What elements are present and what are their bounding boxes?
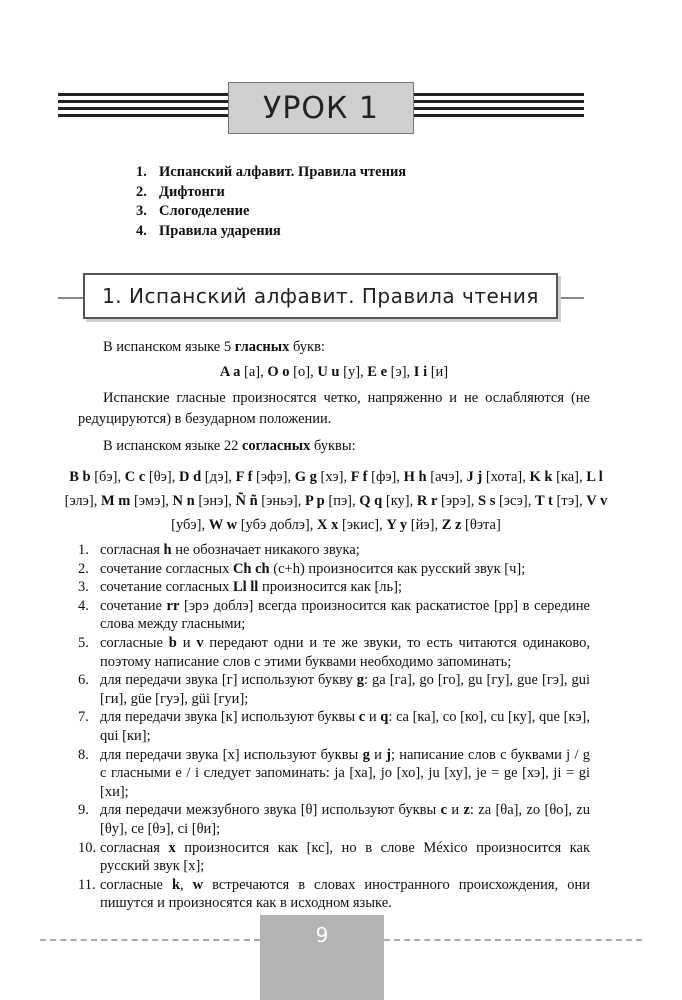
letter: H h	[403, 469, 427, 485]
toc-item: 4. Правила ударения	[136, 222, 281, 239]
letter-sound: [хэ]	[320, 469, 344, 485]
letter: D d	[178, 469, 202, 485]
list-item-number: 10.	[78, 839, 97, 856]
footer-dash-right	[384, 939, 642, 941]
chapter-lines-left	[58, 93, 228, 121]
letter: P p	[305, 493, 325, 509]
consonants-list: B b [бэ], C c [θэ], D d [дэ], F f [эфэ], G g [хэ], F f [фэ], H h [ачэ], J j [хота], K k [ка], L l [элэ], M m [эмэ], N n [энэ], Ñ ñ [эньэ], P p [пэ], Q q [ку], R r [эрэ], S s [эсэ], T t [тэ], V v [убэ], W w [убэ доблэ], X x [экис], Y y [йэ], Z z [θэта]	[64, 469, 608, 533]
rule-text: для передачи звука [х] используют буквы	[100, 746, 363, 763]
letter-sound: [э]	[390, 364, 407, 380]
letter: Q q	[359, 493, 383, 509]
list-item	[78, 541, 590, 560]
rule-text: j	[386, 746, 391, 763]
letter-sound: [θэта]	[465, 517, 501, 533]
list-item-number: 8.	[78, 746, 89, 763]
rule-text: w	[192, 876, 204, 893]
letter: O o	[267, 364, 290, 380]
rule-text: : ca [ка], co [ко], cu [ку], que [кэ], qui [ки];	[100, 709, 591, 744]
letter: Z z	[441, 517, 462, 533]
letter-sound: [эсэ]	[498, 493, 528, 509]
rule-text: rr	[166, 597, 180, 614]
rule-text: согласная	[100, 542, 164, 558]
letter: L l	[586, 469, 603, 485]
letter-sound: [убэ доблэ]	[240, 517, 310, 533]
list-item	[78, 671, 590, 708]
intro-text: гласных	[234, 339, 290, 355]
letter: C c	[124, 469, 146, 485]
rule-text: (c+h) произносится как русский звук [ч];	[269, 560, 526, 577]
letter-sound: [элэ]	[64, 493, 94, 509]
letter-sound: [а]	[244, 364, 261, 380]
letter-sound: [эрэ]	[441, 493, 471, 509]
rule-text: согласные	[100, 876, 172, 893]
letter: F f	[350, 469, 368, 485]
list-item	[78, 560, 590, 579]
table-of-contents	[136, 163, 406, 241]
letter-sound: [убэ]	[171, 517, 202, 533]
rule-text: для передачи межзубного звука [θ] используют буквы	[100, 802, 441, 819]
rule-text: ,	[180, 876, 193, 893]
letter-sound: [эньэ]	[261, 493, 298, 509]
list-item	[78, 578, 590, 597]
letter: K k	[529, 469, 553, 485]
rule-text: согласные	[100, 634, 169, 651]
rule-text: : za [θа], zo [θо], zu [θу], ce [θэ], ci [θи];	[100, 802, 591, 837]
rule-text: g	[362, 746, 370, 763]
letter: A a	[219, 364, 241, 380]
letter-sound: [эмэ]	[133, 493, 166, 509]
letter-sound: [энэ]	[198, 493, 229, 509]
list-item-number: 11.	[78, 876, 96, 893]
list-item	[78, 746, 590, 802]
letter: R r	[416, 493, 438, 509]
letter-sound: [хота]	[485, 469, 523, 485]
list-item-number: 6.	[78, 672, 89, 689]
letter-sound: [и]	[430, 364, 449, 380]
rule-text: сочетание согласных	[100, 560, 233, 577]
letter: B b	[69, 469, 91, 485]
letter-sound: [ку]	[385, 493, 410, 509]
rule-text: c	[358, 709, 366, 726]
rule-text: g	[356, 672, 364, 689]
letter: F f	[235, 469, 253, 485]
intro-text: букв:	[289, 339, 325, 355]
rule-text: q	[380, 709, 389, 726]
rule-text: сочетание	[100, 597, 167, 614]
list-item-number: 9.	[78, 802, 89, 819]
rule-text: ; написание слов с буквами j / g с гласными e / i следует запоминать: ja [ха], jo [хо], ju [ху], je = ge [хэ], ji = gi [хи];	[100, 746, 591, 800]
letter: E e	[367, 364, 388, 380]
rule-text: b	[168, 634, 177, 651]
rule-text: h	[163, 542, 172, 558]
rule-text: и	[369, 746, 387, 763]
list-item	[78, 597, 590, 634]
list-item-number: 5.	[78, 634, 89, 651]
intro-text: согласных	[241, 438, 311, 454]
toc-item: 3. Слогоделение	[136, 203, 250, 219]
rule-text: v	[196, 634, 204, 651]
list-item-number: 3.	[78, 579, 89, 596]
rule-text: произносится как [ль];	[258, 579, 402, 596]
list-item-number: 2.	[78, 560, 89, 577]
rule-text: и	[447, 802, 464, 819]
rule-text: передают одни и те же звуки, то есть читаются одинаково, поэтому написание слов с этими буквами необходимо запоминать;	[100, 634, 590, 670]
rule-text: x	[168, 839, 176, 856]
letter: X x	[317, 517, 339, 533]
list-item-number: 1.	[78, 542, 89, 558]
letter: Ñ ñ	[235, 493, 258, 509]
reading-rules-list	[78, 541, 590, 913]
list-item	[78, 839, 590, 876]
rule-text: Ch ch	[232, 560, 270, 577]
letter-sound: [фэ]	[371, 469, 397, 485]
letter: T t	[534, 493, 553, 509]
rule-text: для передачи звука [к] используют буквы	[100, 709, 359, 726]
rule-text: c	[440, 802, 447, 819]
letter-sound: [пэ]	[328, 493, 353, 509]
list-item	[78, 708, 590, 745]
letter: V v	[586, 493, 608, 509]
rule-text: сочетание согласных	[100, 579, 233, 596]
letter: I i	[413, 364, 428, 380]
letter-sound: [бэ]	[94, 469, 118, 485]
list-item-number: 7.	[78, 709, 89, 726]
rule-text: встречаются в словах иностранного происхождения, они пишутся и произносятся как в исходном языке.	[100, 876, 590, 912]
letter: N n	[172, 493, 195, 509]
letter-sound: [дэ]	[204, 469, 229, 485]
letter: Y y	[386, 517, 408, 533]
letter-sound: [тэ]	[556, 493, 580, 509]
footer-dash-left	[40, 939, 260, 941]
letter-sound: [ка]	[556, 469, 579, 485]
letter: G g	[294, 469, 317, 485]
rule-text: [эрэ доблэ] всегда произносится как раскатистое [рр] в середине слова между гласными;	[100, 597, 590, 633]
section-line-right	[558, 297, 584, 299]
rule-text: не обозначает никакого звука;	[171, 542, 360, 558]
list-item	[78, 634, 590, 671]
chapter-lines-right	[414, 93, 584, 121]
letter-sound: [экис]	[341, 517, 380, 533]
rule-text: и	[176, 634, 197, 651]
letter-sound: [йэ]	[410, 517, 435, 533]
intro-text: В испанском языке 22	[103, 438, 242, 454]
letter: M m	[100, 493, 131, 509]
letter-sound: [эфэ]	[256, 469, 288, 485]
chapter-title: УРОК 1	[228, 82, 414, 134]
letter-sound: [ачэ]	[430, 469, 460, 485]
rule-text: для передачи звука [г] используют букву	[100, 672, 357, 689]
intro-text: В испанском языке 5	[103, 339, 235, 355]
intro-text: буквы:	[310, 438, 356, 454]
consonants-intro	[78, 436, 590, 457]
list-item-number: 4.	[78, 597, 89, 614]
list-item	[78, 876, 590, 913]
letter-sound: [θэ]	[148, 469, 172, 485]
rule-text: согласная	[100, 839, 169, 856]
section-title: 1. Испанский алфавит. Правила чтения	[83, 273, 558, 319]
letter: U u	[317, 364, 340, 380]
rule-text: Ll ll	[232, 579, 259, 596]
section-line-left	[58, 297, 86, 299]
letter-sound: [о]	[293, 364, 311, 380]
rule-text: произносится как [кс], но в слове México произносится как русский звук [х];	[100, 839, 590, 875]
vowels-intro	[78, 337, 590, 358]
vowels-note: Испанские гласные произносятся четко, напряженно и не ослабляются (не редуцируются) в безударном положении.	[78, 390, 590, 427]
letter: J j	[466, 469, 483, 485]
letter-sound: [у]	[343, 364, 361, 380]
letter: S s	[478, 493, 496, 509]
page-number: 9	[260, 915, 384, 1000]
list-item	[78, 801, 590, 838]
toc-item: 2. Дифтонги	[136, 183, 225, 200]
rule-text: z	[463, 802, 470, 819]
toc-item: 1. Испанский алфавит. Правила чтения	[136, 164, 407, 180]
rule-text: k	[171, 876, 181, 893]
rule-text: : ga [га], go [го], gu [гу], gue [гэ], gui [ги], güe [гуэ], güi [гуи];	[100, 672, 590, 707]
letter: W w	[208, 517, 238, 533]
rule-text: и	[365, 709, 381, 726]
vowels-list: A a [а], O o [о], U u [у], E e [э], I i [и]	[219, 364, 449, 380]
